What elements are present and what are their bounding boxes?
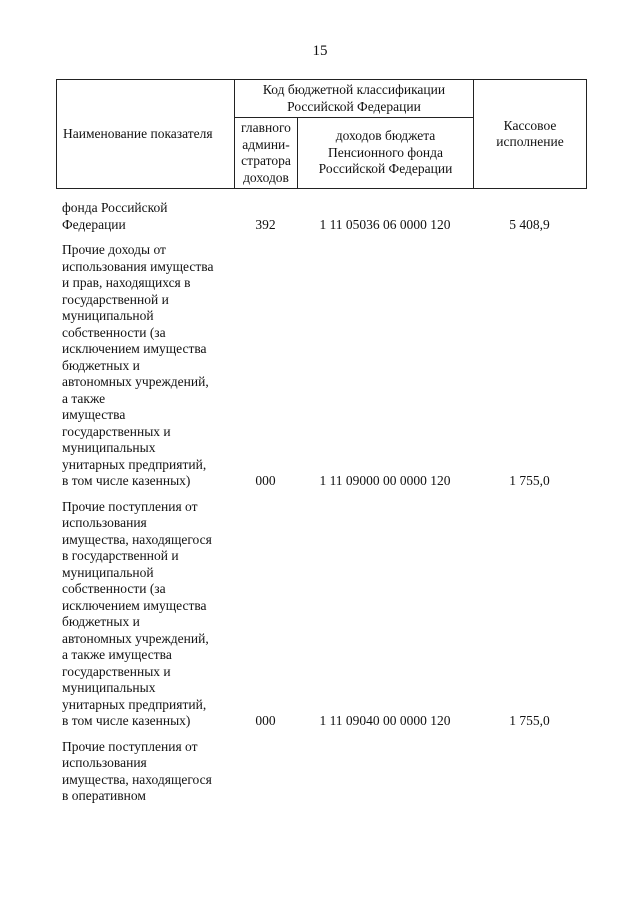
header-income-cell <box>298 118 474 189</box>
header-name-cell <box>57 80 235 189</box>
row-amount: 1 755,0 <box>509 713 550 728</box>
table-body <box>56 200 586 814</box>
header-admin-label: главного админи- стратора доходов <box>241 120 291 185</box>
header-amount-cell <box>474 80 587 189</box>
row-income-code: 1 11 09040 00 0000 120 <box>319 713 451 728</box>
row-amount: 1 755,0 <box>509 473 550 488</box>
header-income-label: доходов бюджета Пенсионного фонда Российской Федерации <box>318 128 453 177</box>
row-admin-code: 000 <box>255 473 276 488</box>
header-code-group-cell <box>235 80 474 118</box>
table-row <box>56 200 586 233</box>
header-code-group-label: Код бюджетной классификации Российской Федерации <box>262 82 446 114</box>
table-row <box>56 242 586 490</box>
row-name: Прочие поступления от использования имущества, находящегося в оперативном <box>62 738 212 803</box>
header-amount-label: Кассовое исполнение <box>496 117 564 149</box>
header-name-label: Наименование показателя <box>63 125 213 141</box>
row-name: Прочие доходы от использования имущества и прав, находящихся в государственной и муниципальной собственности (за исключением имущества бюджетных и автономных учреждений, а также имущества государственных и муниципальных унитарных предприятий, в том числе казенных) <box>62 242 214 488</box>
row-income-code: 1 11 09000 00 0000 120 <box>319 473 451 488</box>
row-name: фонда Российской Федерации <box>62 200 168 232</box>
row-admin-code: 000 <box>255 713 276 728</box>
row-amount: 5 408,9 <box>509 216 550 232</box>
table-row <box>56 499 586 730</box>
page-number: 15 <box>312 43 328 59</box>
row-name: Прочие поступления от использования имущества, находящегося в государственной и муниципальной собственности (за исключением имущества бюджетных и автономных учреждений, а также имущества государственных и муниципальных унитарных предприятий, в том числе казенных) <box>62 498 212 728</box>
row-income-code: 1 11 05036 06 0000 120 <box>319 216 451 232</box>
row-admin-code: 392 <box>255 216 276 232</box>
table-row <box>56 739 586 805</box>
header-admin-cell <box>235 118 298 189</box>
table-header <box>56 79 587 189</box>
